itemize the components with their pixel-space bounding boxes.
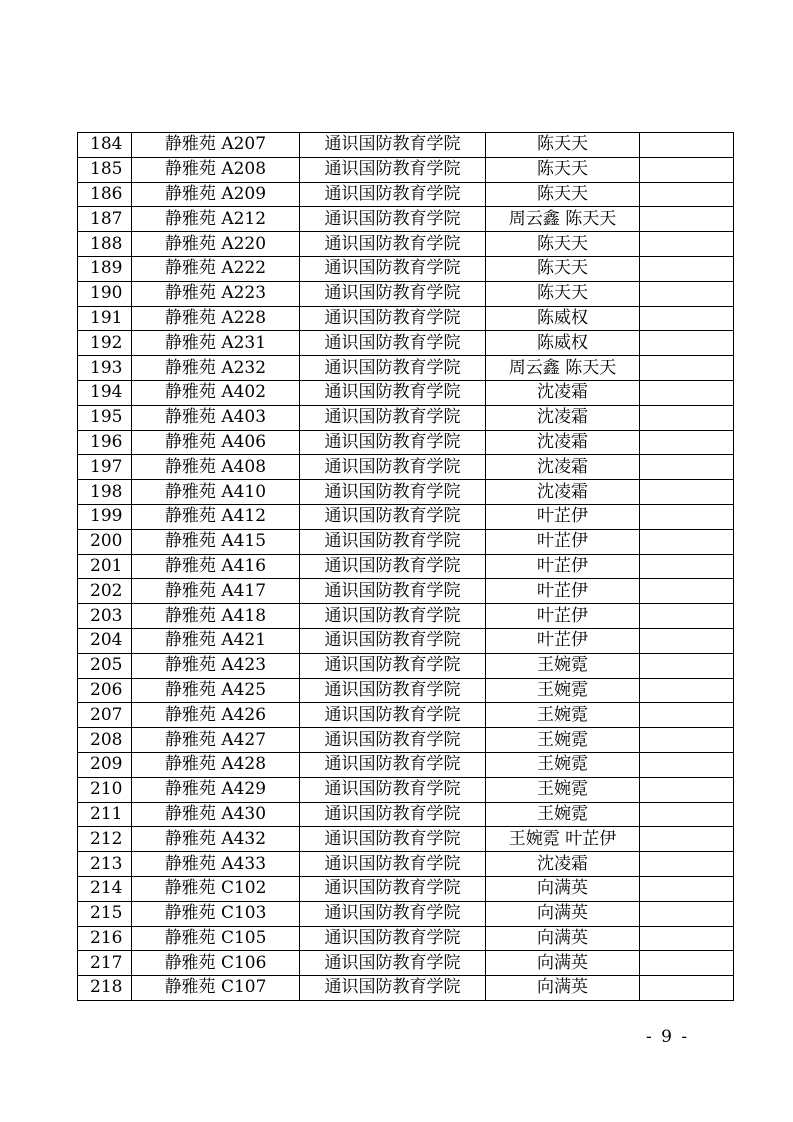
college-cell: 通识国防教育学院 (300, 331, 486, 356)
row-number-cell: 198 (78, 480, 132, 505)
person-in-charge-cell: 周云鑫 陈天天 (486, 207, 640, 232)
person-in-charge-cell: 叶芷伊 (486, 579, 640, 604)
table-row (78, 306, 734, 331)
table-row (78, 579, 734, 604)
table-row (78, 455, 734, 480)
person-in-charge-cell: 沈凌霜 (486, 852, 640, 877)
page-number: - 9 - (646, 1027, 690, 1047)
note-cell (640, 504, 734, 529)
row-number-cell: 187 (78, 207, 132, 232)
room-cell: 静雅苑 A430 (132, 802, 300, 827)
row-number-cell: 207 (78, 703, 132, 728)
person-in-charge-cell: 叶芷伊 (486, 529, 640, 554)
table-row (78, 628, 734, 653)
row-number-cell: 202 (78, 579, 132, 604)
row-number-cell: 192 (78, 331, 132, 356)
college-cell: 通识国防教育学院 (300, 678, 486, 703)
person-in-charge-cell: 王婉霓 (486, 678, 640, 703)
college-cell: 通识国防教育学院 (300, 628, 486, 653)
row-number-cell: 200 (78, 529, 132, 554)
person-in-charge-cell: 王婉霓 (486, 703, 640, 728)
person-in-charge-cell: 向满英 (486, 876, 640, 901)
college-cell: 通识国防教育学院 (300, 951, 486, 976)
table-row (78, 827, 734, 852)
room-cell: 静雅苑 C107 (132, 976, 300, 1001)
note-cell (640, 405, 734, 430)
row-number-cell: 185 (78, 157, 132, 182)
college-cell: 通识国防教育学院 (300, 182, 486, 207)
room-cell: 静雅苑 A222 (132, 256, 300, 281)
table-row (78, 281, 734, 306)
room-cell: 静雅苑 A425 (132, 678, 300, 703)
note-cell (640, 653, 734, 678)
note-cell (640, 380, 734, 405)
college-cell: 通识国防教育学院 (300, 653, 486, 678)
room-cell: 静雅苑 A427 (132, 728, 300, 753)
table-row (78, 405, 734, 430)
row-number-cell: 189 (78, 256, 132, 281)
row-number-cell: 215 (78, 901, 132, 926)
table-row (78, 901, 734, 926)
row-number-cell: 190 (78, 281, 132, 306)
college-cell: 通识国防教育学院 (300, 604, 486, 629)
person-in-charge-cell: 陈天天 (486, 256, 640, 281)
college-cell: 通识国防教育学院 (300, 380, 486, 405)
table-row (78, 876, 734, 901)
person-in-charge-cell: 向满英 (486, 951, 640, 976)
table-row (78, 133, 734, 158)
row-number-cell: 194 (78, 380, 132, 405)
room-cell: 静雅苑 A417 (132, 579, 300, 604)
college-cell: 通识国防教育学院 (300, 777, 486, 802)
room-cell: 静雅苑 A418 (132, 604, 300, 629)
room-cell: 静雅苑 A406 (132, 430, 300, 455)
table-row (78, 480, 734, 505)
college-cell: 通识国防教育学院 (300, 405, 486, 430)
table-row (78, 529, 734, 554)
room-cell: 静雅苑 A223 (132, 281, 300, 306)
table-row (78, 678, 734, 703)
note-cell (640, 678, 734, 703)
person-in-charge-cell: 陈天天 (486, 157, 640, 182)
college-cell: 通识国防教育学院 (300, 976, 486, 1001)
note-cell (640, 579, 734, 604)
person-in-charge-cell: 陈天天 (486, 182, 640, 207)
room-cell: 静雅苑 A207 (132, 133, 300, 158)
note-cell (640, 876, 734, 901)
room-cell: 静雅苑 A410 (132, 480, 300, 505)
note-cell (640, 554, 734, 579)
note-cell (640, 802, 734, 827)
college-cell: 通识国防教育学院 (300, 876, 486, 901)
person-in-charge-cell: 向满英 (486, 926, 640, 951)
college-cell: 通识国防教育学院 (300, 157, 486, 182)
person-in-charge-cell: 王婉霓 叶芷伊 (486, 827, 640, 852)
college-cell: 通识国防教育学院 (300, 554, 486, 579)
note-cell (640, 628, 734, 653)
row-number-cell: 218 (78, 976, 132, 1001)
room-cell: 静雅苑 A433 (132, 852, 300, 877)
person-in-charge-cell: 叶芷伊 (486, 628, 640, 653)
table-row (78, 157, 734, 182)
person-in-charge-cell: 王婉霓 (486, 777, 640, 802)
person-in-charge-cell: 王婉霓 (486, 802, 640, 827)
room-cell: 静雅苑 A412 (132, 504, 300, 529)
room-cell: 静雅苑 A402 (132, 380, 300, 405)
note-cell (640, 728, 734, 753)
table-row (78, 653, 734, 678)
person-in-charge-cell: 陈天天 (486, 133, 640, 158)
table-row (78, 951, 734, 976)
table-row (78, 554, 734, 579)
row-number-cell: 199 (78, 504, 132, 529)
note-cell (640, 777, 734, 802)
room-cell: 静雅苑 A426 (132, 703, 300, 728)
row-number-cell: 205 (78, 653, 132, 678)
college-cell: 通识国防教育学院 (300, 529, 486, 554)
note-cell (640, 207, 734, 232)
row-number-cell: 211 (78, 802, 132, 827)
table-row (78, 976, 734, 1001)
note-cell (640, 951, 734, 976)
table-row (78, 852, 734, 877)
row-number-cell: 212 (78, 827, 132, 852)
row-number-cell: 203 (78, 604, 132, 629)
table-row (78, 207, 734, 232)
college-cell: 通识国防教育学院 (300, 306, 486, 331)
college-cell: 通识国防教育学院 (300, 802, 486, 827)
row-number-cell: 188 (78, 232, 132, 257)
note-cell (640, 133, 734, 158)
note-cell (640, 256, 734, 281)
college-cell: 通识国防教育学院 (300, 579, 486, 604)
table-row (78, 356, 734, 381)
person-in-charge-cell: 向满英 (486, 976, 640, 1001)
room-cell: 静雅苑 A212 (132, 207, 300, 232)
room-cell: 静雅苑 A228 (132, 306, 300, 331)
person-in-charge-cell: 陈天天 (486, 281, 640, 306)
person-in-charge-cell: 沈凌霜 (486, 380, 640, 405)
college-cell: 通识国防教育学院 (300, 852, 486, 877)
row-number-cell: 195 (78, 405, 132, 430)
table-row (78, 182, 734, 207)
person-in-charge-cell: 沈凌霜 (486, 455, 640, 480)
note-cell (640, 752, 734, 777)
row-number-cell: 208 (78, 728, 132, 753)
room-cell: 静雅苑 A432 (132, 827, 300, 852)
note-cell (640, 926, 734, 951)
college-cell: 通识国防教育学院 (300, 901, 486, 926)
row-number-cell: 210 (78, 777, 132, 802)
row-number-cell: 184 (78, 133, 132, 158)
row-number-cell: 204 (78, 628, 132, 653)
room-cell: 静雅苑 A421 (132, 628, 300, 653)
note-cell (640, 529, 734, 554)
table-row (78, 504, 734, 529)
table-body (78, 133, 734, 1001)
person-in-charge-cell: 沈凌霜 (486, 430, 640, 455)
table-row (78, 752, 734, 777)
row-number-cell: 213 (78, 852, 132, 877)
room-cell: 静雅苑 A415 (132, 529, 300, 554)
room-cell: 静雅苑 A232 (132, 356, 300, 381)
note-cell (640, 331, 734, 356)
room-cell: 静雅苑 C102 (132, 876, 300, 901)
table-row (78, 703, 734, 728)
row-number-cell: 209 (78, 752, 132, 777)
room-cell: 静雅苑 A220 (132, 232, 300, 257)
college-cell: 通识国防教育学院 (300, 480, 486, 505)
row-number-cell: 214 (78, 876, 132, 901)
college-cell: 通识国防教育学院 (300, 133, 486, 158)
note-cell (640, 430, 734, 455)
person-in-charge-cell: 王婉霓 (486, 653, 640, 678)
row-number-cell: 196 (78, 430, 132, 455)
table-row (78, 777, 734, 802)
table-row (78, 331, 734, 356)
row-number-cell: 193 (78, 356, 132, 381)
person-in-charge-cell: 沈凌霜 (486, 405, 640, 430)
table-row (78, 232, 734, 257)
room-cell: 静雅苑 A209 (132, 182, 300, 207)
college-cell: 通识国防教育学院 (300, 256, 486, 281)
person-in-charge-cell: 叶芷伊 (486, 604, 640, 629)
note-cell (640, 827, 734, 852)
college-cell: 通识国防教育学院 (300, 281, 486, 306)
note-cell (640, 604, 734, 629)
row-number-cell: 201 (78, 554, 132, 579)
row-number-cell: 191 (78, 306, 132, 331)
college-cell: 通识国防教育学院 (300, 232, 486, 257)
person-in-charge-cell: 叶芷伊 (486, 554, 640, 579)
table-row (78, 802, 734, 827)
row-number-cell: 217 (78, 951, 132, 976)
note-cell (640, 852, 734, 877)
note-cell (640, 455, 734, 480)
person-in-charge-cell: 王婉霓 (486, 752, 640, 777)
note-cell (640, 901, 734, 926)
room-cell: 静雅苑 A403 (132, 405, 300, 430)
note-cell (640, 976, 734, 1001)
note-cell (640, 703, 734, 728)
room-cell: 静雅苑 C103 (132, 901, 300, 926)
college-cell: 通识国防教育学院 (300, 207, 486, 232)
room-cell: 静雅苑 C106 (132, 951, 300, 976)
person-in-charge-cell: 沈凌霜 (486, 480, 640, 505)
college-cell: 通识国防教育学院 (300, 430, 486, 455)
room-cell: 静雅苑 A208 (132, 157, 300, 182)
room-cell: 静雅苑 A408 (132, 455, 300, 480)
college-cell: 通识国防教育学院 (300, 504, 486, 529)
row-number-cell: 197 (78, 455, 132, 480)
college-cell: 通识国防教育学院 (300, 455, 486, 480)
table-row (78, 604, 734, 629)
table-row (78, 256, 734, 281)
college-cell: 通识国防教育学院 (300, 703, 486, 728)
person-in-charge-cell: 陈天天 (486, 232, 640, 257)
college-cell: 通识国防教育学院 (300, 752, 486, 777)
room-cell: 静雅苑 A423 (132, 653, 300, 678)
college-cell: 通识国防教育学院 (300, 827, 486, 852)
room-cell: 静雅苑 A429 (132, 777, 300, 802)
row-number-cell: 216 (78, 926, 132, 951)
note-cell (640, 182, 734, 207)
table-row (78, 380, 734, 405)
table-row (78, 926, 734, 951)
row-number-cell: 206 (78, 678, 132, 703)
note-cell (640, 306, 734, 331)
room-cell: 静雅苑 A416 (132, 554, 300, 579)
person-in-charge-cell: 陈威权 (486, 331, 640, 356)
dormitory-assignment-table (77, 132, 734, 1001)
room-cell: 静雅苑 A428 (132, 752, 300, 777)
note-cell (640, 232, 734, 257)
note-cell (640, 157, 734, 182)
college-cell: 通识国防教育学院 (300, 728, 486, 753)
person-in-charge-cell: 周云鑫 陈天天 (486, 356, 640, 381)
note-cell (640, 480, 734, 505)
person-in-charge-cell: 陈威权 (486, 306, 640, 331)
college-cell: 通识国防教育学院 (300, 926, 486, 951)
note-cell (640, 356, 734, 381)
person-in-charge-cell: 王婉霓 (486, 728, 640, 753)
row-number-cell: 186 (78, 182, 132, 207)
room-cell: 静雅苑 C105 (132, 926, 300, 951)
table-row (78, 430, 734, 455)
table-row (78, 728, 734, 753)
person-in-charge-cell: 叶芷伊 (486, 504, 640, 529)
college-cell: 通识国防教育学院 (300, 356, 486, 381)
person-in-charge-cell: 向满英 (486, 901, 640, 926)
room-cell: 静雅苑 A231 (132, 331, 300, 356)
note-cell (640, 281, 734, 306)
